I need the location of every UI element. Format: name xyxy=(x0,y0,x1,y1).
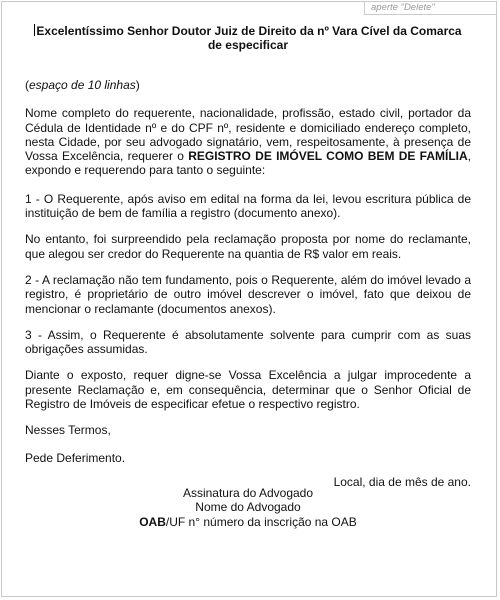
request-subject: REGISTRO DE IMÓVEL COMO BEM DE FAMÍLIA xyxy=(188,149,468,164)
paragraph-5: Diante o exposto, requer digne-se Vossa Excelência a julgar improcedente a presente Reclamação e, em consequência, determinar que o Senhor Oficial de Registro de Imóveis de especificar efetue o respectivo registro. xyxy=(25,368,471,412)
closing-request: Pede Deferimento. xyxy=(25,450,126,465)
paragraph-3: 2 - A reclamação não tem fundamento, pois o Requerente, além do imóvel levado a registro, é proprietário de outro imóvel descrever o imóvel, fato que deixou de mencionar o reclamante (documentos anexos). xyxy=(25,272,471,316)
place-date: Local, dia de mês de ano. xyxy=(333,474,471,489)
document-title xyxy=(25,24,471,52)
oab-label: OAB xyxy=(139,514,166,529)
oab-number: /UF n° número da inscrição na OAB xyxy=(165,514,357,529)
oab-line xyxy=(25,515,471,529)
title-line-1: Excelentíssimo Senhor Doutor Juiz de Direito da nº Vara Cível da Comarca xyxy=(36,24,462,38)
paragraph-4: 3 - Assim, o Requerente é absolutamente solvente para cumprir com as suas obrigações assumidas. xyxy=(25,327,471,357)
space-note: (espaço de 10 linhas) xyxy=(25,78,140,92)
closing-terms: Nesses Termos, xyxy=(25,423,111,438)
signature-block xyxy=(25,486,471,529)
paragraph-1: 1 - O Requerente, após aviso em edital na forma da lei, levou escritura pública de instituição de bem de família a registro (documento anexo). xyxy=(25,191,471,221)
delete-hint-box xyxy=(364,1,497,15)
document-body xyxy=(25,24,471,489)
space-note-text: espaço de 10 linhas xyxy=(29,78,136,92)
intro-paragraph: Nome completo do requerente, nacionalidade, profissão, estado civil, portador da Cédula de Identidade nº e do CPF nº, residente e domiciliado endereço completo, nesta Cidade, por seu advogado signatário, vem, respeitosamente, à presença de Vossa Excelência, requerer o REGISTRO DE IMÓVEL COMO BEM DE FAMÍLIA, expondo e requerendo para tanto o seguinte: xyxy=(25,106,472,178)
delete-hint-text: aperte "Delete" xyxy=(371,2,435,13)
signature-line: Assinatura do Advogado xyxy=(182,486,314,500)
paragraph-2: No entanto, foi surpreendido pela reclamação proposta por nome do reclamante, que alegou ser credor do Requerente na quantia de R$ valor em reais. xyxy=(25,232,471,261)
title-line-2: de especificar xyxy=(207,38,289,52)
lawyer-name: Nome do Advogado xyxy=(195,500,301,515)
